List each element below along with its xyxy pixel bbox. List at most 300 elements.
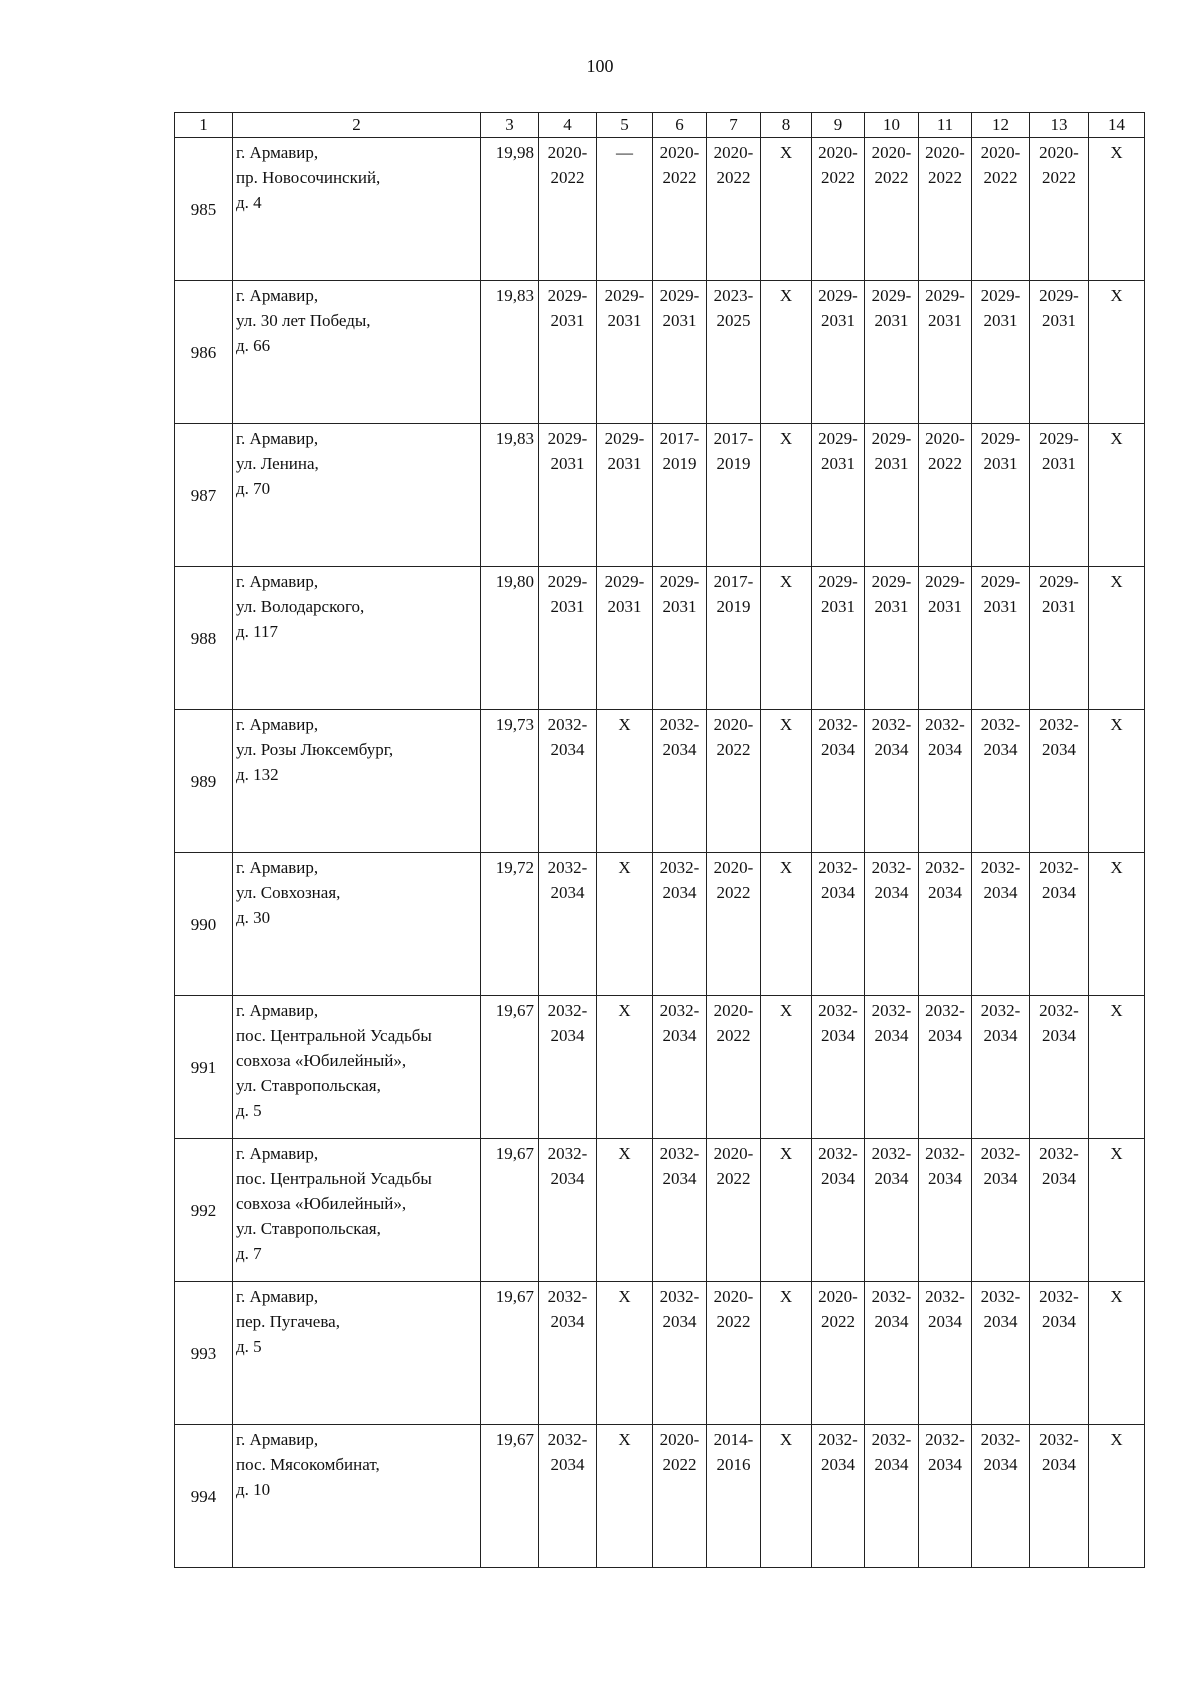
row-number: 985	[175, 138, 233, 281]
period-end: 2034	[821, 1026, 855, 1045]
period-start: 2020-	[659, 1430, 700, 1449]
period-cell-col-4	[539, 567, 597, 710]
period-cell-col-5: X	[597, 1282, 653, 1425]
period-end: 2031	[607, 597, 642, 616]
period-end: 2031	[821, 454, 855, 473]
value-cell: 19,67	[481, 996, 539, 1139]
period-end: 2022	[716, 1169, 751, 1188]
period-end: 2034	[1042, 1169, 1076, 1188]
period-end: 2034	[662, 1026, 697, 1045]
period-cell-col-14: X	[1089, 138, 1145, 281]
value-cell: 19,83	[481, 424, 539, 567]
address-line: д. 5	[236, 1337, 262, 1356]
address-line: д. 4	[236, 193, 262, 212]
period-cell-col-7	[707, 1282, 761, 1425]
period-end: 2034	[983, 740, 1018, 759]
period-cell-col-11	[919, 281, 972, 424]
address-line: д. 70	[236, 479, 271, 498]
period-cell-col-7	[707, 996, 761, 1139]
period-start: 2032-	[1039, 1144, 1079, 1163]
period-start: 2029-	[871, 286, 912, 305]
period-cell-col-12	[972, 853, 1030, 996]
address-line: пос. Мясокомбинат,	[236, 1455, 380, 1474]
address-line: совхоза «Юбилейный»,	[236, 1051, 407, 1070]
period-start: 2029-	[547, 286, 588, 305]
period-end: 2022	[928, 168, 962, 187]
period-start: 2032-	[547, 1430, 588, 1449]
row-number: 990	[175, 853, 233, 996]
period-start: 2032-	[547, 715, 588, 734]
period-cell-col-14: X	[1089, 1425, 1145, 1568]
period-start: 2020-	[925, 429, 965, 448]
period-cell-col-14: X	[1089, 567, 1145, 710]
row-number: 994	[175, 1425, 233, 1568]
period-cell-col-5: X	[597, 996, 653, 1139]
period-cell-col-11	[919, 424, 972, 567]
period-end: 2022	[983, 168, 1018, 187]
period-cell-col-14: X	[1089, 853, 1145, 996]
period-start: 2032-	[871, 1430, 912, 1449]
period-cell-col-11	[919, 996, 972, 1139]
period-cell-col-10	[865, 853, 919, 996]
period-end: 2034	[928, 883, 962, 902]
period-start: 2029-	[818, 286, 858, 305]
period-cell-col-8: X	[761, 710, 812, 853]
period-end: 2031	[821, 597, 855, 616]
address-line: г. Армавир,	[236, 143, 319, 162]
period-cell-col-12	[972, 567, 1030, 710]
period-start: 2029-	[925, 286, 965, 305]
row-number: 986	[175, 281, 233, 424]
address-line: пос. Центральной Усадьбы	[236, 1169, 432, 1188]
period-start: 2020-	[713, 1287, 754, 1306]
column-header-5: 5	[597, 113, 653, 138]
address-line: пос. Центральной Усадьбы	[236, 1026, 432, 1045]
period-cell-col-11	[919, 710, 972, 853]
address-cell	[233, 853, 481, 996]
address-line: пр. Новосочинский,	[236, 168, 381, 187]
period-end: 2031	[874, 311, 909, 330]
period-start: 2029-	[818, 572, 858, 591]
period-start: 2032-	[980, 858, 1021, 877]
period-cell-col-4	[539, 281, 597, 424]
period-end: 2022	[662, 168, 697, 187]
address-cell	[233, 567, 481, 710]
period-start: 2032-	[871, 1001, 912, 1020]
period-start: 2029-	[925, 572, 965, 591]
period-end: 2031	[874, 597, 909, 616]
address-line: совхоза «Юбилейный»,	[236, 1194, 407, 1213]
period-end: 2019	[662, 454, 697, 473]
address-line: д. 10	[236, 1480, 271, 1499]
period-cell-col-9	[812, 424, 865, 567]
period-cell-col-10	[865, 567, 919, 710]
column-header-9: 9	[812, 113, 865, 138]
address-cell	[233, 710, 481, 853]
period-cell-col-7	[707, 853, 761, 996]
period-end: 2022	[1042, 168, 1076, 187]
period-end: 2022	[716, 1312, 751, 1331]
value-cell: 19,67	[481, 1282, 539, 1425]
period-cell-col-13	[1030, 1139, 1089, 1282]
address-cell	[233, 1139, 481, 1282]
period-cell-col-8: X	[761, 424, 812, 567]
period-start: 2032-	[1039, 858, 1079, 877]
period-end: 2022	[716, 740, 751, 759]
period-cell-col-14: X	[1089, 996, 1145, 1139]
period-cell-col-6	[653, 567, 707, 710]
period-end: 2022	[550, 168, 585, 187]
period-cell-col-5	[597, 567, 653, 710]
period-end: 2034	[550, 1312, 585, 1331]
period-start: 2020-	[871, 143, 912, 162]
address-line: д. 132	[236, 765, 279, 784]
period-end: 2034	[983, 1169, 1018, 1188]
period-start: 2032-	[818, 1001, 858, 1020]
table-row	[175, 1139, 1145, 1282]
period-cell-col-14: X	[1089, 710, 1145, 853]
period-cell-col-5: —	[597, 138, 653, 281]
period-cell-col-4	[539, 853, 597, 996]
period-end: 2034	[550, 883, 585, 902]
address-line: г. Армавир,	[236, 1287, 319, 1306]
period-end: 2019	[716, 597, 751, 616]
row-number: 993	[175, 1282, 233, 1425]
period-end: 2034	[1042, 740, 1076, 759]
period-cell-col-9	[812, 1425, 865, 1568]
period-cell-col-5: X	[597, 1139, 653, 1282]
period-end: 2034	[550, 1026, 585, 1045]
period-start: 2020-	[980, 143, 1021, 162]
period-end: 2034	[928, 1455, 962, 1474]
address-line: г. Армавир,	[236, 858, 319, 877]
value-cell: 19,98	[481, 138, 539, 281]
column-header-13: 13	[1030, 113, 1089, 138]
address-line: ул. Совхозная,	[236, 883, 341, 902]
period-start: 2029-	[659, 572, 700, 591]
period-cell-col-10	[865, 996, 919, 1139]
period-start: 2032-	[980, 1430, 1021, 1449]
period-start: 2032-	[1039, 715, 1079, 734]
value-cell: 19,73	[481, 710, 539, 853]
period-start: 2032-	[871, 715, 912, 734]
address-line: г. Армавир,	[236, 1001, 319, 1020]
table-row	[175, 1425, 1145, 1568]
period-end: 2034	[874, 1169, 909, 1188]
period-cell-col-12	[972, 1425, 1030, 1568]
period-start: 2032-	[980, 715, 1021, 734]
period-start: 2020-	[713, 1144, 754, 1163]
period-start: 2032-	[1039, 1287, 1079, 1306]
period-cell-col-11	[919, 1425, 972, 1568]
period-end: 2034	[983, 1312, 1018, 1331]
address-cell	[233, 996, 481, 1139]
address-line: ул. Володарского,	[236, 597, 365, 616]
period-end: 2031	[1042, 311, 1076, 330]
period-start: 2017-	[659, 429, 700, 448]
period-start: 2020-	[713, 143, 754, 162]
row-number: 988	[175, 567, 233, 710]
period-end: 2034	[1042, 1026, 1076, 1045]
column-header-11: 11	[919, 113, 972, 138]
period-cell-col-4	[539, 1425, 597, 1568]
period-cell-col-8: X	[761, 996, 812, 1139]
period-start: 2020-	[659, 143, 700, 162]
address-line: г. Армавир,	[236, 1430, 319, 1449]
period-cell-col-12	[972, 710, 1030, 853]
period-end: 2031	[662, 311, 697, 330]
address-line: ул. 30 лет Победы,	[236, 311, 371, 330]
value-cell: 19,83	[481, 281, 539, 424]
period-cell-col-11	[919, 1139, 972, 1282]
table-row	[175, 710, 1145, 853]
period-cell-col-6	[653, 853, 707, 996]
period-end: 2031	[928, 311, 962, 330]
period-cell-col-11	[919, 853, 972, 996]
period-start: 2032-	[980, 1144, 1021, 1163]
column-header-12: 12	[972, 113, 1030, 138]
period-end: 2022	[874, 168, 909, 187]
period-cell-col-5: X	[597, 1425, 653, 1568]
address-line: г. Армавир,	[236, 286, 319, 305]
period-end: 2031	[983, 454, 1018, 473]
table-row	[175, 1282, 1145, 1425]
period-start: 2032-	[547, 1001, 588, 1020]
period-cell-col-6	[653, 1139, 707, 1282]
period-end: 2022	[716, 883, 751, 902]
address-line: д. 117	[236, 622, 279, 641]
period-end: 2034	[874, 883, 909, 902]
address-line: д. 7	[236, 1244, 262, 1263]
period-cell-col-10	[865, 138, 919, 281]
table-row	[175, 424, 1145, 567]
period-start: 2032-	[547, 1287, 588, 1306]
column-header-6: 6	[653, 113, 707, 138]
period-end: 2031	[821, 311, 855, 330]
period-start: 2032-	[818, 715, 858, 734]
period-start: 2017-	[713, 429, 754, 448]
period-end: 2034	[928, 1312, 962, 1331]
period-start: 2020-	[713, 858, 754, 877]
period-cell-col-13	[1030, 424, 1089, 567]
period-end: 2034	[874, 1312, 909, 1331]
period-cell-col-5: X	[597, 710, 653, 853]
column-header-3: 3	[481, 113, 539, 138]
period-end: 2031	[550, 597, 585, 616]
period-end: 2034	[550, 740, 585, 759]
period-cell-col-4	[539, 424, 597, 567]
period-end: 2034	[821, 1169, 855, 1188]
period-cell-col-13	[1030, 996, 1089, 1139]
period-cell-col-11	[919, 567, 972, 710]
period-start: 2029-	[547, 429, 588, 448]
period-start: 2032-	[1039, 1430, 1079, 1449]
column-header-8: 8	[761, 113, 812, 138]
period-start: 2023-	[713, 286, 754, 305]
period-start: 2020-	[925, 143, 965, 162]
period-end: 2034	[983, 1026, 1018, 1045]
value-cell: 19,72	[481, 853, 539, 996]
period-end: 2034	[662, 883, 697, 902]
period-end: 2034	[662, 1312, 697, 1331]
period-cell-col-14: X	[1089, 424, 1145, 567]
period-start: 2029-	[980, 286, 1021, 305]
address-cell	[233, 1282, 481, 1425]
period-end: 2025	[716, 311, 751, 330]
address-line: пер. Пугачева,	[236, 1312, 340, 1331]
address-line: д. 66	[236, 336, 271, 355]
period-cell-col-7	[707, 281, 761, 424]
period-cell-col-4	[539, 138, 597, 281]
period-end: 2022	[821, 168, 855, 187]
period-cell-col-10	[865, 281, 919, 424]
period-cell-col-8: X	[761, 138, 812, 281]
period-cell-col-7	[707, 138, 761, 281]
period-cell-col-7	[707, 1425, 761, 1568]
period-cell-col-14: X	[1089, 281, 1145, 424]
period-cell-col-13	[1030, 1282, 1089, 1425]
period-cell-col-4	[539, 1282, 597, 1425]
column-header-10: 10	[865, 113, 919, 138]
data-table	[174, 112, 1145, 1568]
period-start: 2032-	[925, 715, 965, 734]
period-cell-col-7	[707, 710, 761, 853]
period-start: 2032-	[659, 715, 700, 734]
period-start: 2032-	[925, 1430, 965, 1449]
period-end: 2034	[928, 1169, 962, 1188]
period-start: 2032-	[818, 1144, 858, 1163]
period-start: 2029-	[1039, 572, 1079, 591]
period-end: 2031	[607, 454, 642, 473]
period-cell-col-4	[539, 996, 597, 1139]
period-start: 2032-	[659, 1287, 700, 1306]
value-cell: 19,67	[481, 1139, 539, 1282]
page-number: 100	[586, 56, 614, 76]
address-cell	[233, 1425, 481, 1568]
table-row	[175, 853, 1145, 996]
period-start: 2032-	[659, 1144, 700, 1163]
period-start: 2020-	[818, 143, 858, 162]
value-cell: 19,80	[481, 567, 539, 710]
period-end: 2016	[716, 1455, 751, 1474]
period-cell-col-8: X	[761, 1282, 812, 1425]
period-start: 2032-	[818, 1430, 858, 1449]
period-end: 2034	[550, 1169, 585, 1188]
address-line: ул. Ленина,	[236, 454, 319, 473]
column-header-4: 4	[539, 113, 597, 138]
period-cell-col-10	[865, 424, 919, 567]
column-header-14: 14	[1089, 113, 1145, 138]
period-start: 2032-	[980, 1001, 1021, 1020]
column-header-1: 1	[175, 113, 233, 138]
period-start: 2032-	[871, 1144, 912, 1163]
row-number: 991	[175, 996, 233, 1139]
period-end: 2034	[550, 1455, 585, 1474]
period-end: 2034	[821, 883, 855, 902]
period-cell-col-8: X	[761, 1425, 812, 1568]
period-cell-col-13	[1030, 281, 1089, 424]
period-end: 2034	[821, 1455, 855, 1474]
period-end: 2031	[1042, 454, 1076, 473]
period-cell-col-13	[1030, 853, 1089, 996]
period-end: 2034	[874, 1026, 909, 1045]
period-end: 2034	[983, 883, 1018, 902]
period-start: 2020-	[547, 143, 588, 162]
period-cell-col-10	[865, 1282, 919, 1425]
period-start: 2029-	[604, 572, 645, 591]
period-cell-col-9	[812, 853, 865, 996]
period-cell-col-8: X	[761, 1139, 812, 1282]
period-cell-col-13	[1030, 138, 1089, 281]
period-cell-col-8: X	[761, 281, 812, 424]
period-end: 2031	[983, 311, 1018, 330]
address-line: г. Армавир,	[236, 715, 319, 734]
period-end: 2031	[874, 454, 909, 473]
period-end: 2034	[662, 740, 697, 759]
period-cell-col-9	[812, 996, 865, 1139]
address-cell	[233, 138, 481, 281]
period-start: 2032-	[925, 1001, 965, 1020]
period-cell-col-12	[972, 1282, 1030, 1425]
row-number: 987	[175, 424, 233, 567]
period-cell-col-9	[812, 1282, 865, 1425]
period-cell-col-12	[972, 996, 1030, 1139]
period-end: 2034	[928, 1026, 962, 1045]
address-line: г. Армавир,	[236, 572, 319, 591]
period-start: 2032-	[659, 858, 700, 877]
period-cell-col-12	[972, 281, 1030, 424]
period-start: 2032-	[925, 1287, 965, 1306]
period-cell-col-5	[597, 281, 653, 424]
period-cell-col-12	[972, 1139, 1030, 1282]
period-end: 2034	[874, 740, 909, 759]
table-body	[175, 138, 1145, 1568]
address-cell	[233, 424, 481, 567]
period-start: 2020-	[1039, 143, 1079, 162]
period-cell-col-13	[1030, 710, 1089, 853]
period-start: 2032-	[1039, 1001, 1079, 1020]
period-end: 2022	[716, 168, 751, 187]
period-end: 2034	[983, 1455, 1018, 1474]
period-start: 2029-	[871, 429, 912, 448]
period-end: 2019	[716, 454, 751, 473]
period-start: 2029-	[1039, 429, 1079, 448]
period-start: 2014-	[713, 1430, 754, 1449]
period-start: 2017-	[713, 572, 754, 591]
period-start: 2032-	[547, 858, 588, 877]
period-cell-col-10	[865, 1139, 919, 1282]
period-cell-col-9	[812, 567, 865, 710]
period-cell-col-9	[812, 138, 865, 281]
period-end: 2034	[1042, 1312, 1076, 1331]
period-cell-col-6	[653, 1282, 707, 1425]
period-cell-col-12	[972, 138, 1030, 281]
period-cell-col-12	[972, 424, 1030, 567]
period-start: 2029-	[604, 286, 645, 305]
column-header-2: 2	[233, 113, 481, 138]
address-line: г. Армавир,	[236, 429, 319, 448]
period-start: 2029-	[659, 286, 700, 305]
period-end: 2034	[821, 740, 855, 759]
period-cell-col-10	[865, 1425, 919, 1568]
period-end: 2031	[928, 597, 962, 616]
period-cell-col-7	[707, 424, 761, 567]
period-start: 2020-	[818, 1287, 858, 1306]
period-cell-col-7	[707, 567, 761, 710]
address-line: д. 30	[236, 908, 271, 927]
period-end: 2022	[928, 454, 962, 473]
address-cell	[233, 281, 481, 424]
